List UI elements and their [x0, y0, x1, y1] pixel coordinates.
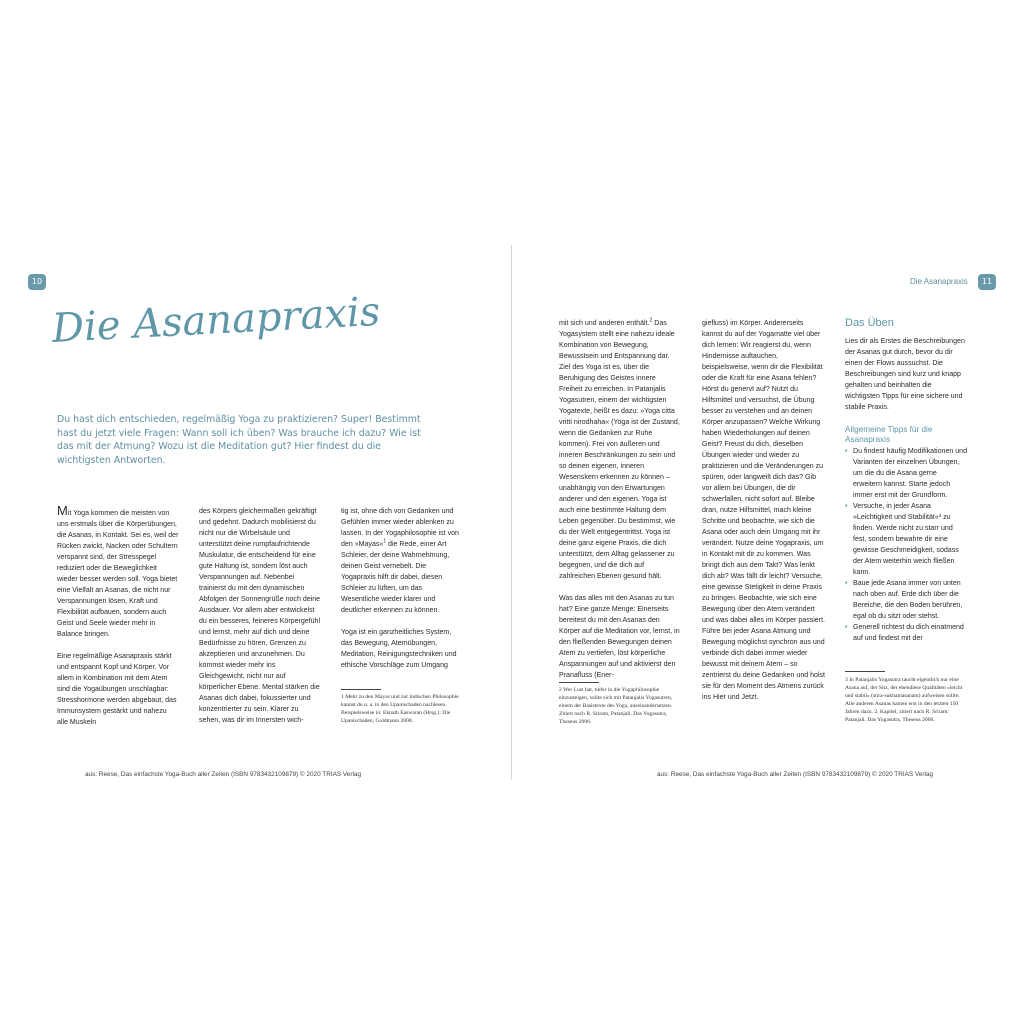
paragraph-text: it Yoga kommen die meisten von uns erstmals über die Körperübungen, die Asanas, in Kontakt. Sei es, weil der Rücken zwickt, Nacken oder Schultern verspannt sind, der Stresspegel reduziert oder die Beweglichkeit wieder besser werden soll. Yoga bietet eine Vielfalt an Asanas, die nicht nur Verspannungen lösen, Kraft und Flexibilität aufbauen, sondern auch Geist und Seele wieder mehr in Balance bringen. [57, 510, 179, 638]
sidebar-practice-tips [845, 318, 967, 644]
footnote-rule [845, 671, 885, 672]
footnote-3: 3 In Patanjalis Yogasutra taucht eigentlich nur eine Asana auf, der Sitz, der ebendiese Qualitäten »leicht und stabil« (stira-sukhamasanam) aufweisen sollte. Alle anderen Asanas kamen erst in den letzten 150 Jahren dazu. 2. Kapitel, zitiert nach R. Sriram: Patanjali. Das Yogasutra, Theseus 2006. [845, 677, 963, 723]
sidebar-heading: Das Üben [845, 317, 894, 329]
page-number-left: 10 [28, 274, 46, 290]
paragraph-text: mit sich und anderen enthält. [559, 320, 650, 327]
list-item: • Baue jede Asana immer von unten nach oben auf. Erde dich über die Bereiche, die den Boden berühren, egal ob du sitzt oder stehst. [845, 578, 967, 622]
footnote-ref: 2 [649, 317, 653, 324]
list-item: • Du findest häufig Modifikationen und Varianten der einzelnen Übungen, um die du die Asana gerne erweitern kannst. Starte jedoch immer erst mit der Grundform. [845, 446, 967, 501]
left-column-3 [341, 506, 461, 682]
paragraph: des Körpers gleichermaßen gekräftigt und gedehnt. Dadurch mobilisierst du nicht nur die Wirbelsäule und unterstützt deine rumpfaufrichtende Muskulatur, die entscheidend für eine gute Haltung ist, sondern löst auch Verspannungen auf. Nebenbei trainierst du mit den dynamischen Abfolgen der Sonnengrüße noch deine Ausdauer. Vor allem aber entwickelst du ein besseres, feineres Körpergefühl und lernst, mehr auf dich und deine Bedürfnisse zu hören, Grenzen zu akzeptieren und anzunehmen. Du kommst wieder mehr ins Gleichgewicht, nicht nur auf körperlicher Ebene. Mental stärken die Asanas dich dabei, fokussierter und konzentrierter zu sein. Klarer zu sehen, was dir im Innersten wich- [199, 508, 321, 724]
paragraph: giefluss) im Körper. Andererseits kannst du auf der Yogamatte viel über dich lernen: Wir reagierst du, wenn Hindernisse auftauchen, beispielsweise, wenn dir die Flexibilität oder die Kraft für eine Asana fehlen? Hörst du genervt auf? Nutzt du Hilfsmittel und versuchst, die Übung besser zu verstehen und an deinen Körper anzupassen? Welche Wirkung haben Wiederholungen auf deinen Geist? Freust du dich, dieselben Übungen wieder und wieder zu praktizieren und die Veränderungen zu spüren, oder langweilt dich das? Gib vor allem bei Übungen, die dir schwerfallen, nicht sofort auf. Bleibe dran, nutze Hilfsmittel, mach kleine Schritte und beobachte, wie sich die Asana oder auch dein Umgang mit ihr verändert. Nutze deine Yogapraxis, um in Kontakt mit dir zu kommen. Was bringt dich aus dem Takt? Was lenkt dich ab? Was fällt dir leicht? Versuche, eine gewisse Stetigkeit in deine Praxis zu bringen. Beobachte, wie sich eine Bewegung über den Atem verändert und was dabei alles im Körper passiert. Führe bei jeder Asana Atmung und Bewegung möglichst synchron aus und verbinde dich dabei immer wieder bewusst mit deinem Atem – so zentrierst du deine Gedanken und holst sie für den Moment des Atmens zurück ins Hier und Jetzt. [702, 320, 826, 701]
list-item: • Versuche, in jeder Asana »Leichtigkeit und Stabilität«³ zu finden. Werde nicht zu starr und fest, sondern bewahre dir eine gewisse Geschmeidigkeit, sodass der Atem weiterhin weich fließen kann. [845, 501, 967, 578]
footnote-rule [559, 682, 599, 683]
paragraph [341, 506, 461, 616]
page-footer-left: aus: Reese, Das einfachste Yoga-Buch aller Zeiten (ISBN 9783432109879) © 2020 TRIAS Verlag [85, 771, 362, 778]
paragraph [559, 318, 681, 582]
sidebar-paragraph: Lies dir als Erstes die Beschreibungen der Asanas gut durch, bevor du dir einen der Flows aussuchst. Die Beschreibungen sind kurz und knapp gehalten und beinhalten die wichtigsten Tipps für eine sichere und stabile Praxis. [845, 338, 965, 411]
right-column-2 [702, 318, 826, 714]
left-column-1 [57, 503, 179, 739]
list-item: • Generell richtest du dich einatmend auf und findest mit der [845, 622, 967, 644]
paragraph-text: Das Yogasystem stellt eine nahezu ideale Kombination von Bewegung, Bewusstsein und Entspannung dar. Ziel des Yoga ist es, über die Beruhigung des Geistes innere Freiheit zu erreichen. In Patanjalis Yogasutren, einem der wichtigsten Yogatexte, heißt es dazu: »Yoga citta vritti nirodhaha« (Yoga ist der Zustand, wenn die Gedanken zur Ruhe kommen). Frei von äußeren und inneren Beschränkungen zu sein und so deinen eigenen, inneren Wesenskern erkennen zu können – unabhängig von den Erwartungen anderer und den eigenen. Yoga ist auch eine bestimmte Haltung dem Leben gegenüber. Du bestimmst, wie du der Welt entgegentrittst. Yoga ist deine ganz eigene Praxis, die dich unterstützt, dem Alltag gelassener zu begegnen, und die dich auf zahlreichen Ebenen gesund hält. [559, 320, 680, 580]
footnote-1: 1 Mehr zu den Mayas und zur indischen Philosophie kannst du u. a. in den Upanischaden nachlesen. Beispielsweise in: Eknath Easwaran (Hrsg.): Die Upanischaden, Goldmann 2008. [341, 694, 459, 724]
paragraph-text: die Rede, einer Art Schleier, der deine Wahrnehmung, deinen Geist vernebelt. Die Yogapraxis hilft dir dabei, diesen Schleier zu lüften, um das Wesentliche wieder klarer und deutlicher erkennen zu können. [341, 541, 450, 614]
paragraph [57, 503, 179, 640]
page-footer-right: aus: Reese, Das einfachste Yoga-Buch aller Zeiten (ISBN 9783432109879) © 2020 TRIAS Verlag [657, 771, 934, 778]
footnote-2: 2 Wer Lust hat, tiefer in die Yogaphilosophie einzusteigen, sollte sich mit Patanjalis Yogasutren, einem der Basistexte des Yoga, auseinandersetzen. Zitiert nach R. Sriram, Patanjali. Das Yogasutra, Theseus 2006. [559, 687, 673, 725]
page-title: Die Asanapraxis [50, 288, 382, 352]
running-head: Die Asanapraxis [910, 277, 968, 286]
footnote-ref: 1 [383, 538, 387, 545]
footnote-rule [341, 689, 381, 690]
page-number-right: 11 [978, 274, 996, 290]
drop-cap: M [57, 503, 68, 518]
right-column-1 [559, 318, 681, 692]
intro-paragraph: Du hast dich entschieden, regelmäßig Yoga zu praktizieren? Super! Bestimmt hast du jetzt viele Fragen: Wann soll ich üben? Was brauche ich dazu? Wie ist das mit der Atmung? Wozu ist die Meditation gut? Hier findest du die wichtigsten Antworten. [57, 414, 421, 466]
page-gutter [511, 245, 512, 780]
paragraph: Yoga ist ein ganzheitliches System, das Bewegung, Atemübungen, Meditation, Reinigungstechniken und ethische Vorschläge zum Umgang [341, 629, 457, 669]
paragraph-text: tig ist, ohne dich von Gedanken und Gefühlen immer wieder ablenken zu lassen. In der Yogaphilosophie ist von den »Mayas« [341, 508, 459, 548]
paragraph: Was das alles mit den Asanas zu tun hat? Eine ganze Menge: Einerseits bereitest du mit den Asanas den Körper auf die Meditation vor, lernst, in den fließenden Bewegungen deinen Atem zu vertiefen, löst körperliche Anspannungen auf und aktivierst den Pranafluss (Ener- [559, 595, 680, 679]
paragraph: Eine regelmäßige Asanapraxis stärkt und entspannt Kopf und Körper. Vor allem in Kombination mit dem Atem sind die Yogaübungen unschlagbar: Stresshormone werden abgebaut, das Immunsystem gestärkt und nahezu alle Muskeln [57, 653, 177, 726]
sidebar-subheading: Allgemeine Tipps für die Asanapraxis [845, 425, 933, 444]
left-column-2 [199, 506, 321, 737]
tips-list [845, 446, 967, 644]
